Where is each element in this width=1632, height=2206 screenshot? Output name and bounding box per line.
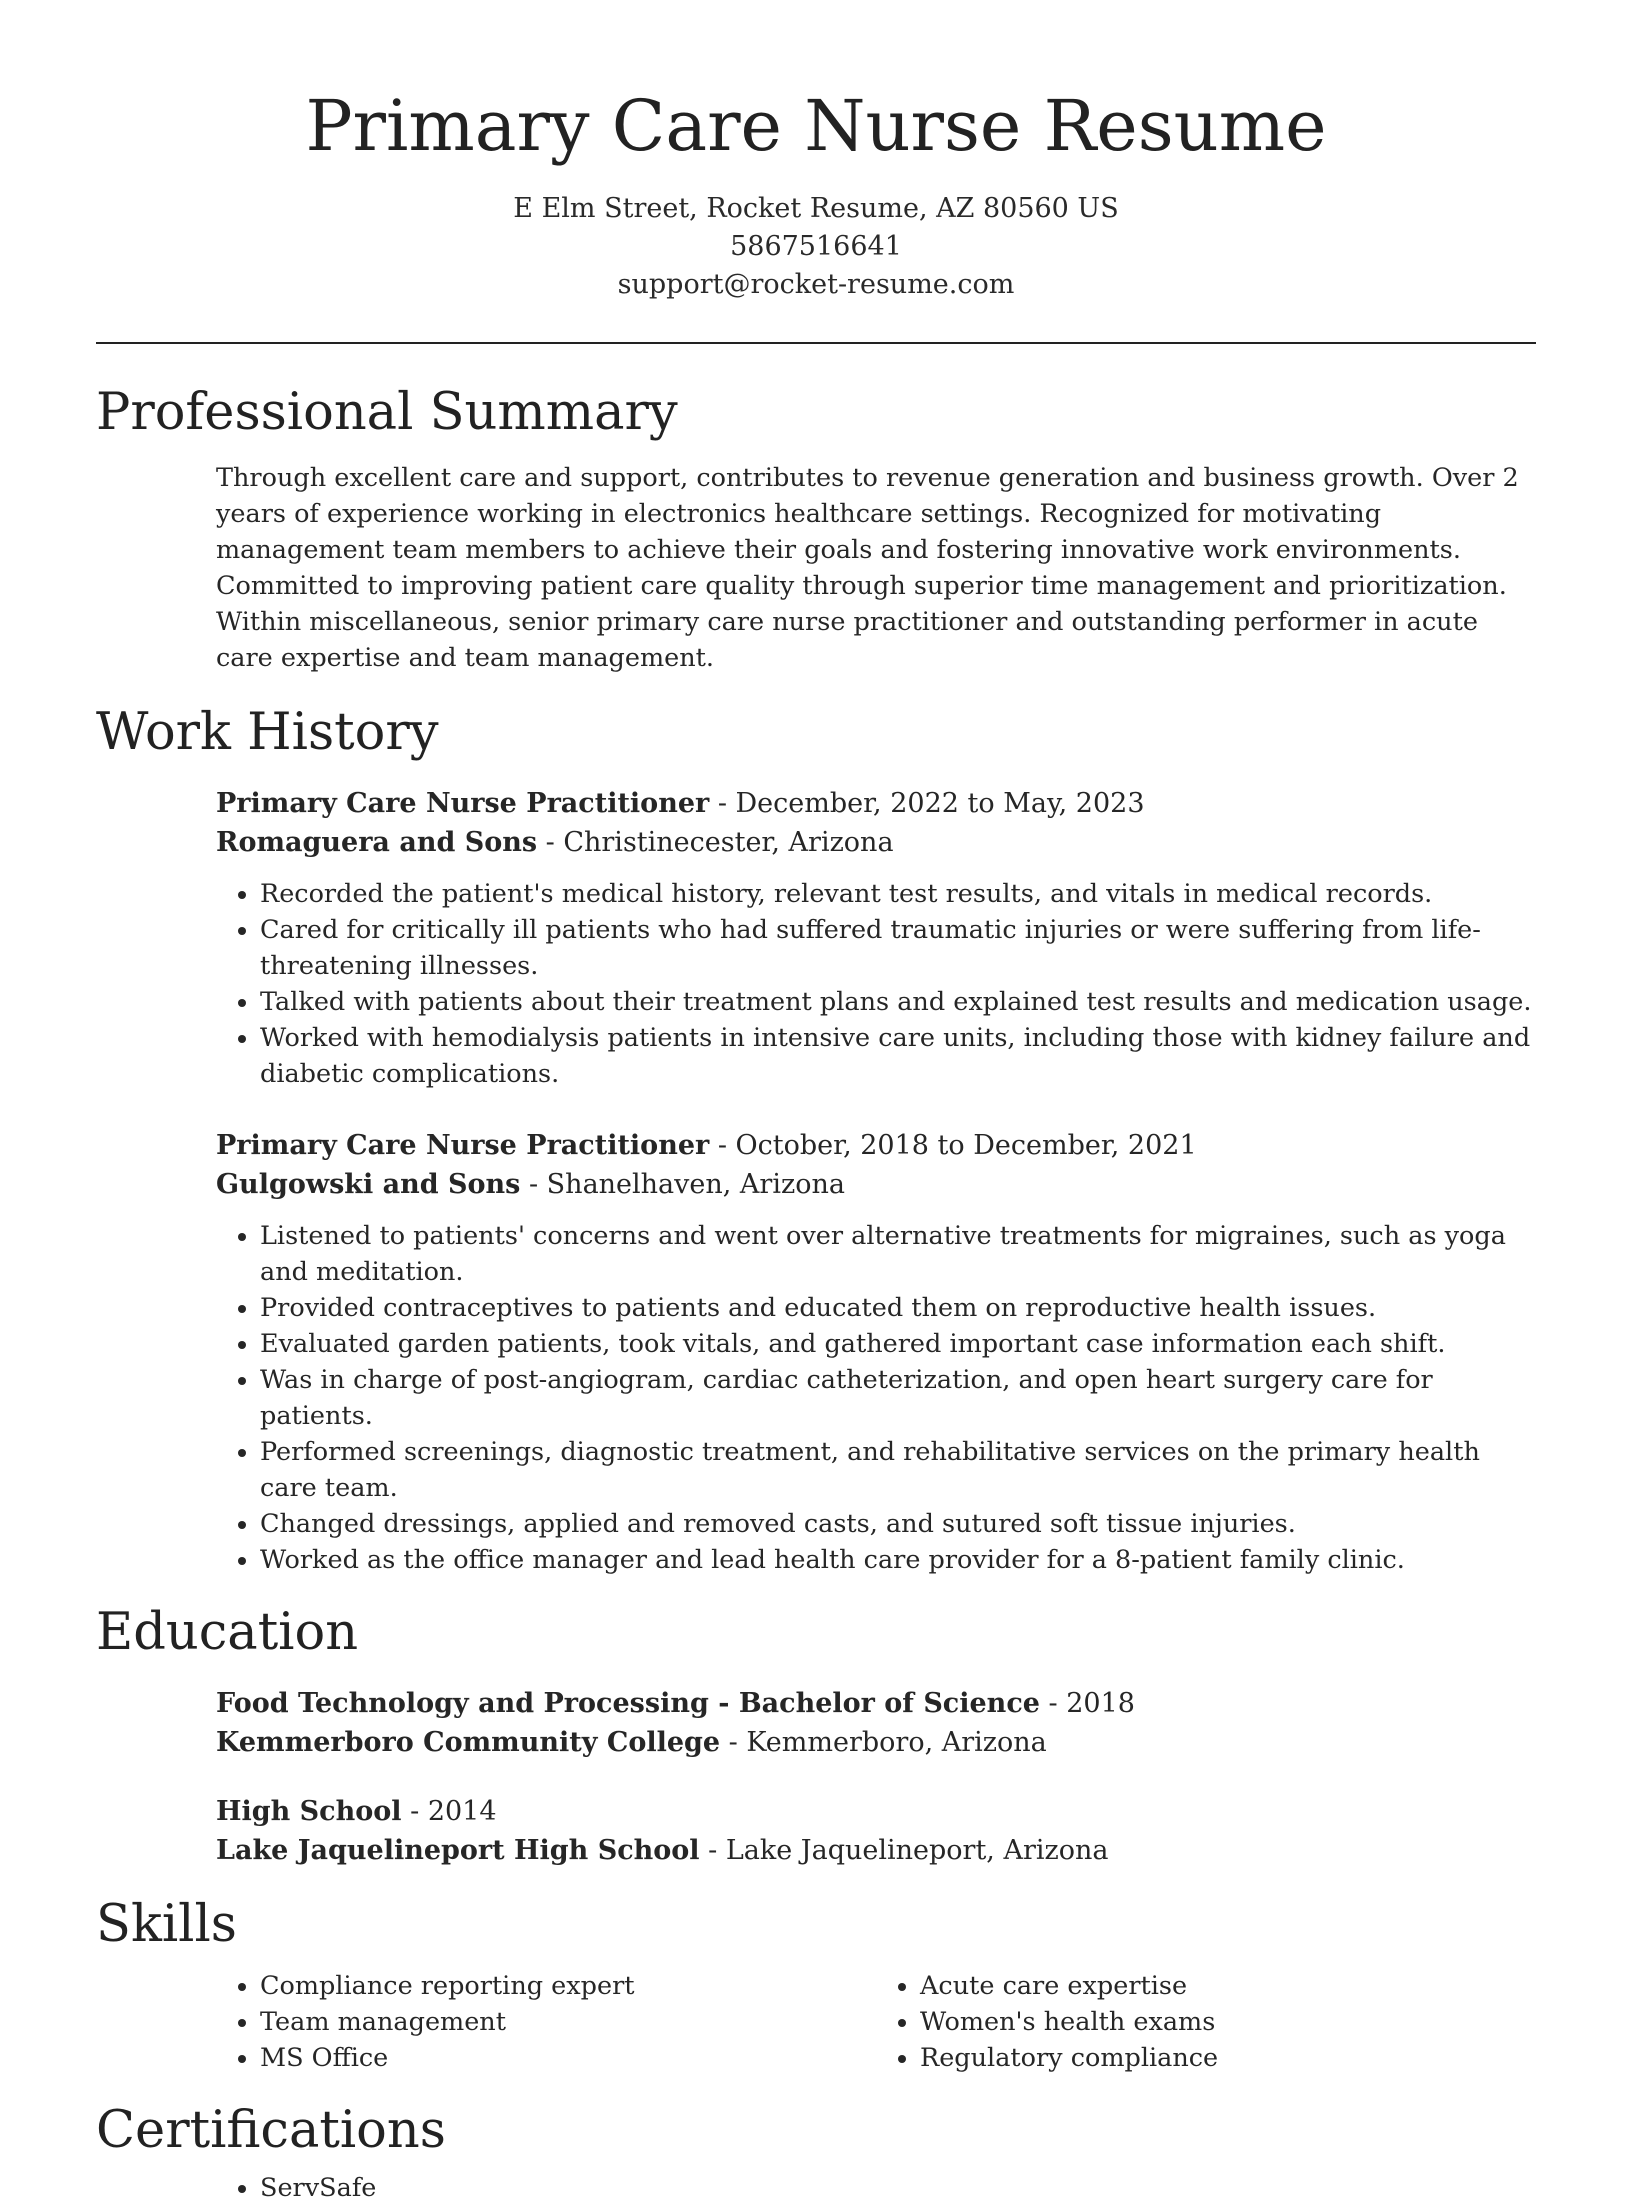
list-item: • Talked with patients about their treatment plans and explained test results and medication usage.: [260, 984, 1536, 1020]
education-school-line: [216, 1831, 1536, 1870]
skills-column-left: [216, 1968, 876, 2076]
summary-text: Through excellent care and support, contributes to revenue generation and business growth. Over 2 years of experience working in electronics healthcare settings. Recognized for motivating management team members to achieve their goals and fostering innovative work environments. Committed to improving patient care quality through superior time management and prioritization. Within miscellaneous, senior primary care nurse practitioner and outstanding performer in acute care expertise and team management.: [216, 463, 1519, 673]
header-divider: [96, 342, 1536, 344]
job-bullets: [216, 1218, 1536, 1578]
education-degree: Food Technology and Processing - Bachelor of Science: [216, 1688, 1040, 1719]
education-list: [216, 1684, 1536, 1870]
list-item: • Listened to patients' concerns and went over alternative treatments for migraines, such as yoga and meditation.: [260, 1218, 1536, 1290]
list-item: • Changed dressings, applied and removed casts, and sutured soft tissue injuries.: [260, 1506, 1536, 1542]
job-role: Primary Care Nurse Practitioner: [216, 1130, 710, 1161]
list-item: • Performed screenings, diagnostic treatment, and rehabilitative services on the primary health care team.: [260, 1434, 1536, 1506]
education-year: - 2018: [1039, 1688, 1135, 1719]
skill-item: • Compliance reporting expert: [260, 1968, 876, 2004]
resume-title: Primary Care Nurse Resume: [305, 85, 1327, 167]
education-year: - 2014: [401, 1796, 497, 1827]
list-item: • Evaluated garden patients, took vitals, and gathered important case information each shift.: [260, 1326, 1536, 1362]
certification-item: • ServSafe: [260, 2170, 1536, 2206]
education-degree-line: [216, 1792, 1536, 1831]
job-bullets: [216, 876, 1536, 1092]
education-school-line: [216, 1723, 1536, 1762]
education-location: - Lake Jaquelineport, Arizona: [699, 1835, 1109, 1866]
education-entry: [216, 1792, 1536, 1870]
education-entry: [216, 1684, 1536, 1762]
list-item: • Provided contraceptives to patients and educated them on reproductive health issues.: [260, 1290, 1536, 1326]
certifications-list: [216, 2170, 1536, 2206]
list-item: • Was in charge of post-angiogram, cardiac catheterization, and open heart surgery care for patients.: [260, 1362, 1536, 1434]
education-degree: High School: [216, 1796, 402, 1827]
job-company: Gulgowski and Sons: [216, 1169, 521, 1200]
certifications-items: [216, 2170, 1536, 2206]
list-item: • Cared for critically ill patients who had suffered traumatic injuries or were suffering from life-threatening illnesses.: [260, 912, 1536, 984]
job-company-line: [216, 1165, 1536, 1204]
skill-item: • Women's health exams: [920, 2004, 1536, 2040]
education-location: - Kemmerboro, Arizona: [720, 1727, 1047, 1758]
skills-list: [216, 1968, 1536, 2076]
contact-email: support@rocket-resume.com: [617, 269, 1015, 300]
skill-item: • MS Office: [260, 2040, 876, 2076]
skills-column-right: [876, 1968, 1536, 2076]
list-item: • Recorded the patient's medical history, relevant test results, and vitals in medical records.: [260, 876, 1536, 912]
section-title-summary: Professional Summary: [96, 383, 678, 442]
work-history: [216, 784, 1536, 1578]
education-school: Kemmerboro Community College: [216, 1727, 721, 1758]
education-degree-line: [216, 1684, 1536, 1723]
contact-phone: 5867516641: [730, 231, 902, 262]
job-company: Romaguera and Sons: [216, 827, 538, 858]
contact-address: E Elm Street, Rocket Resume, AZ 80560 US: [513, 193, 1119, 224]
job-location: - Christinecester, Arizona: [537, 827, 894, 858]
job-location: - Shanelhaven, Arizona: [520, 1169, 845, 1200]
job-dates: - October, 2018 to December, 2021: [709, 1130, 1197, 1161]
job-entry: [216, 1126, 1536, 1578]
skill-item: • Team management: [260, 2004, 876, 2040]
job-role: Primary Care Nurse Practitioner: [216, 788, 710, 819]
job-entry: [216, 784, 1536, 1092]
skill-item: • Acute care expertise: [920, 1968, 1536, 2004]
job-title-line: [216, 784, 1536, 823]
job-company-line: [216, 823, 1536, 862]
section-title-certifications: Certifications: [96, 2101, 446, 2160]
skill-item: • Regulatory compliance: [920, 2040, 1536, 2076]
section-title-work: Work History: [96, 703, 439, 762]
section-title-skills: Skills: [96, 1895, 237, 1954]
list-item: • Worked as the office manager and lead health care provider for a 8-patient family clinic.: [260, 1542, 1536, 1578]
section-title-education: Education: [96, 1603, 359, 1662]
education-school: Lake Jaquelineport High School: [216, 1835, 700, 1866]
contact-block: [0, 190, 1632, 304]
resume-content: [96, 378, 1536, 2206]
list-item: • Worked with hemodialysis patients in intensive care units, including those with kidney failure and diabetic complications.: [260, 1020, 1536, 1092]
job-dates: - December, 2022 to May, 2023: [709, 788, 1145, 819]
job-title-line: [216, 1126, 1536, 1165]
resume-header: [0, 0, 1632, 304]
